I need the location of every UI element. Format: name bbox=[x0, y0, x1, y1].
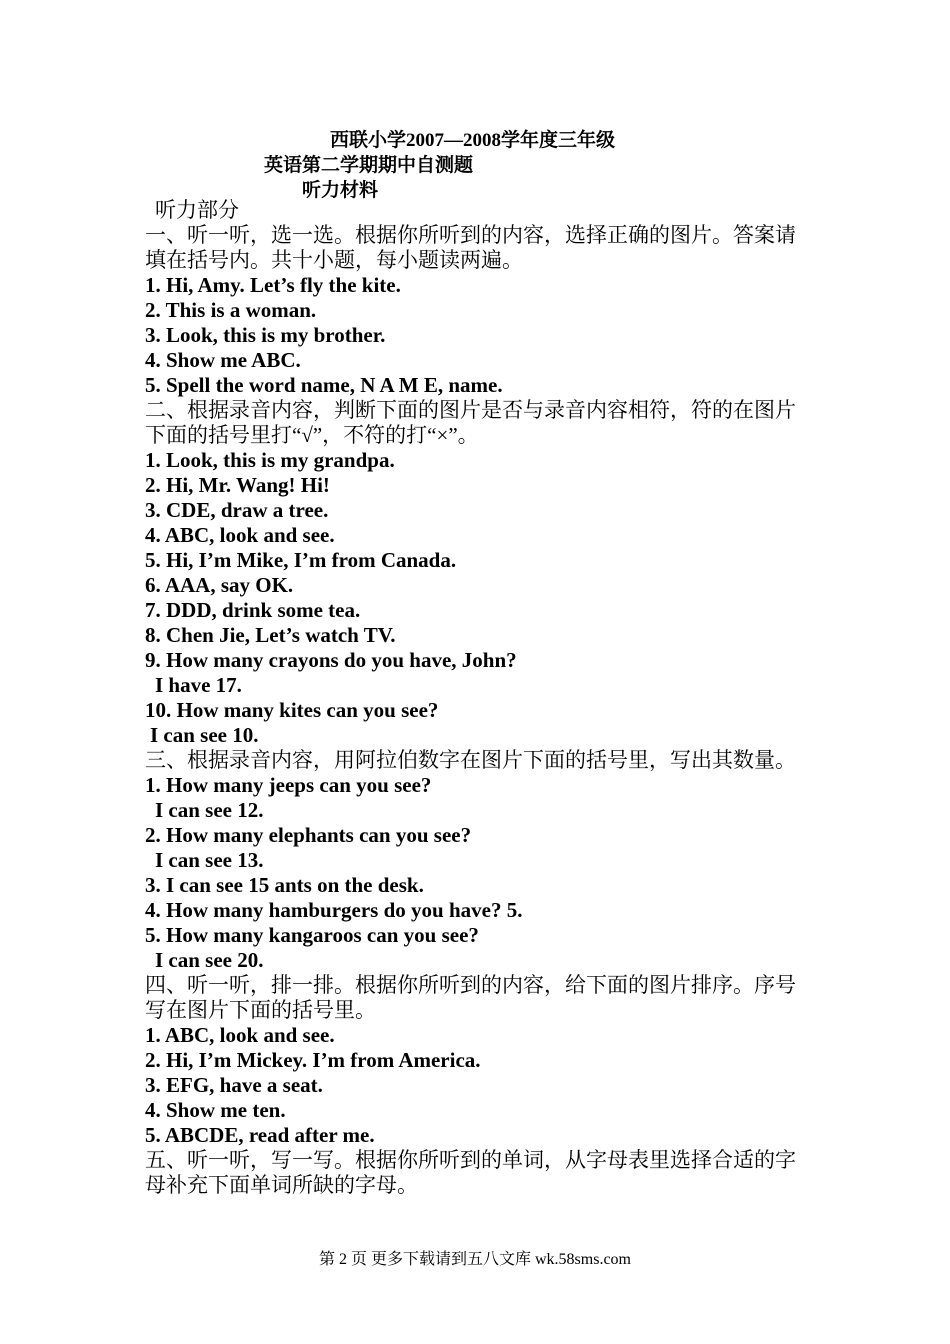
section-1-line: 5. Spell the word name, N A M E, name. bbox=[145, 373, 503, 397]
section-2-line: 3. CDE, draw a tree. bbox=[145, 498, 329, 522]
title-school: 西联小学2007—2008学年度三年级 bbox=[330, 130, 616, 151]
section-3-answer: I can see 20. bbox=[155, 948, 264, 972]
title-exam: 英语第二学期期中自测题 bbox=[264, 155, 474, 176]
section-2-heading: 二、根据录音内容，判断下面的图片是否与录音内容相符，符的在图片下面的括号里打“√”，不符的打“×”。 bbox=[145, 398, 796, 447]
section-1-line: 4. Show me ABC. bbox=[145, 348, 301, 372]
section-1-line: 3. Look, this is my brother. bbox=[145, 323, 386, 347]
part-heading: 听力部分 bbox=[155, 198, 239, 222]
title-listening-material: 听力材料 bbox=[302, 180, 379, 201]
section-2-line: 5. Hi, I’m Mike, I’m from Canada. bbox=[145, 548, 457, 572]
section-1-heading: 一、听一听，选一选。根据你所听到的内容，选择正确的图片。答案请填在括号内。共十小题，每小题读两遍。 bbox=[145, 223, 796, 272]
section-5-heading: 五、听一听，写一写。根据你所听到的单词，从字母表里选择合适的字母补充下面单词所缺的字母。 bbox=[145, 1148, 796, 1197]
section-2-line: 10. How many kites can you see? bbox=[145, 698, 439, 722]
section-3-heading: 三、根据录音内容，用阿拉伯数字在图片下面的括号里，写出其数量。 bbox=[145, 748, 796, 772]
page-footer: 第 2 页 更多下载请到五八文库 wk.58sms.com bbox=[318, 1251, 631, 1268]
section-1-line: 1. Hi, Amy. Let’s fly the kite. bbox=[145, 273, 401, 297]
section-2-line: 9. How many crayons do you have, John? bbox=[145, 648, 517, 672]
section-3-line: 3. I can see 15 ants on the desk. bbox=[145, 873, 424, 897]
section-4-heading: 四、听一听，排一排。根据你所听到的内容，给下面的图片排序。序号写在图片下面的括号里。 bbox=[145, 973, 796, 1022]
section-4-line: 1. ABC, look and see. bbox=[145, 1023, 335, 1047]
document-body bbox=[145, 198, 810, 1198]
section-4-line: 4. Show me ten. bbox=[145, 1098, 286, 1122]
section-2-line: 1. Look, this is my grandpa. bbox=[145, 448, 395, 472]
section-3-answer: I can see 13. bbox=[155, 848, 264, 872]
section-3-line: 2. How many elephants can you see? bbox=[145, 823, 472, 847]
section-2-line: 7. DDD, drink some tea. bbox=[145, 598, 361, 622]
section-3-line: 1. How many jeeps can you see? bbox=[145, 773, 432, 797]
section-2-line: 6. AAA, say OK. bbox=[145, 573, 294, 597]
section-4-line: 3. EFG, have a seat. bbox=[145, 1073, 323, 1097]
section-2-line: 2. Hi, Mr. Wang! Hi! bbox=[145, 473, 330, 497]
section-4-line: 5. ABCDE, read after me. bbox=[145, 1123, 375, 1147]
section-3-line: 5. How many kangaroos can you see? bbox=[145, 923, 479, 947]
section-2-line: 4. ABC, look and see. bbox=[145, 523, 335, 547]
section-3-answer: I can see 12. bbox=[155, 798, 264, 822]
section-4-line: 2. Hi, I’m Mickey. I’m from America. bbox=[145, 1048, 481, 1072]
section-2-answer: I can see 10. bbox=[150, 723, 259, 747]
section-3-line: 4. How many hamburgers do you have? 5. bbox=[145, 898, 523, 922]
section-2-answer: I have 17. bbox=[155, 673, 242, 697]
section-1-line: 2. This is a woman. bbox=[145, 298, 317, 322]
section-2-line: 8. Chen Jie, Let’s watch TV. bbox=[145, 623, 396, 647]
